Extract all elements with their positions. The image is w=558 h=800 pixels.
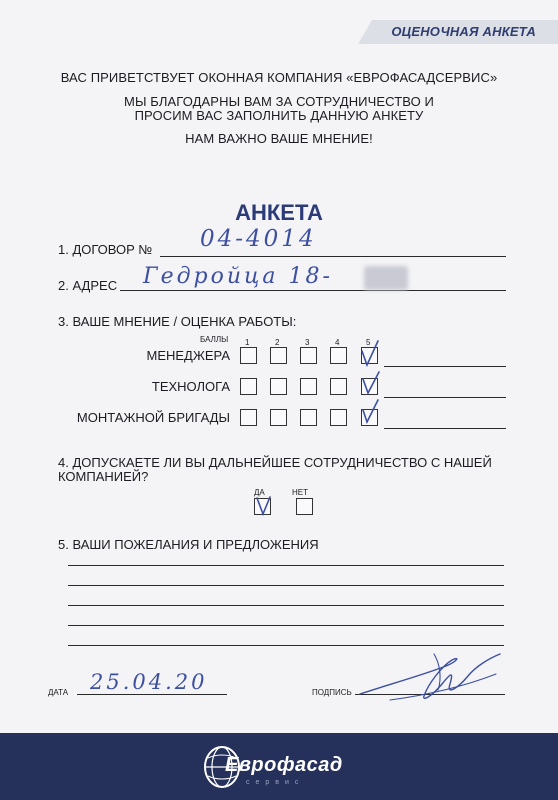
rating-manager-4[interactable] xyxy=(330,347,347,364)
rating-technologist-4[interactable] xyxy=(330,378,347,395)
scale-3: 3 xyxy=(305,338,310,347)
rating-label: 3. ВАШЕ МНЕНИЕ / ОЦЕНКА РАБОТЫ: xyxy=(58,314,297,329)
cooperation-label-line-2: КОМПАНИЕЙ? xyxy=(58,469,149,484)
contract-value[interactable]: 04-4014 xyxy=(200,226,317,252)
cooperation-no-checkbox[interactable] xyxy=(296,498,313,515)
wishes-line-4[interactable] xyxy=(68,625,504,626)
rating-crew-3[interactable] xyxy=(300,409,317,426)
intro-line-3: ПРОСИМ ВАС ЗАПОЛНИТЬ ДАННУЮ АНКЕТУ xyxy=(134,108,424,123)
signature-scribble xyxy=(350,644,510,710)
scale-1: 1 xyxy=(245,338,250,347)
company-logo-text: Еврофасад xyxy=(225,754,343,776)
wishes-line-2[interactable] xyxy=(68,585,504,586)
rating-crew-4[interactable] xyxy=(330,409,347,426)
rating-technologist-1[interactable] xyxy=(240,378,257,395)
scale-label: БАЛЛЫ xyxy=(200,335,229,344)
intro-line-2: МЫ БЛАГОДАРНЫ ВАМ ЗА СОТРУДНИЧЕСТВО И xyxy=(124,94,434,109)
rating-manager-1[interactable] xyxy=(240,347,257,364)
scale-4: 4 xyxy=(335,338,340,347)
intro-line-1: ВАС ПРИВЕТСТВУЕТ ОКОННАЯ КОМПАНИЯ «ЕВРОФАСАДСЕРВИС» xyxy=(60,70,498,85)
form-title: АНКЕТА xyxy=(235,200,323,225)
wishes-line-3[interactable] xyxy=(68,605,504,606)
check-mark-crew xyxy=(363,400,378,422)
cooperation-label-line-1: 4. ДОПУСКАЕТЕ ЛИ ВЫ ДАЛЬНЕЙШЕЕ СОТРУДНИЧЕСТВО С НАШЕЙ xyxy=(58,455,492,470)
check-mark-technologist xyxy=(363,372,379,393)
cooperation-yes-label: ДА xyxy=(254,488,265,497)
rating-manager-comment-line xyxy=(384,366,506,367)
contract-label: 1. ДОГОВОР № xyxy=(58,242,153,257)
rating-check-marks xyxy=(356,338,396,432)
signature-label: ПОДПИСЬ xyxy=(312,688,352,697)
wishes-line-1[interactable] xyxy=(68,565,504,566)
address-label: 2. АДРЕС xyxy=(58,278,118,293)
date-value[interactable]: 25.04.20 xyxy=(90,670,208,694)
wishes-label: 5. ВАШИ ПОЖЕЛАНИЯ И ПРЕДЛОЖЕНИЯ xyxy=(58,537,319,552)
date-label: ДАТА xyxy=(48,688,69,697)
rating-manager-2[interactable] xyxy=(270,347,287,364)
contract-underline xyxy=(160,256,506,257)
cooperation-yes-check-mark xyxy=(252,494,276,518)
redacted-apartment xyxy=(364,266,408,290)
header-tab-title: ОЦЕНОЧНАЯ АНКЕТА xyxy=(391,24,536,39)
address-value[interactable]: Гедройца 18- xyxy=(143,264,333,289)
rating-technologist-2[interactable] xyxy=(270,378,287,395)
rating-row-manager-label: МЕНЕДЖЕРА xyxy=(146,348,230,363)
cooperation-no-label: НЕТ xyxy=(292,488,308,497)
date-underline xyxy=(77,694,227,695)
rating-manager-3[interactable] xyxy=(300,347,317,364)
rating-technologist-comment-line xyxy=(384,397,506,398)
company-logo-subtext: сервис xyxy=(246,779,305,786)
scale-2: 2 xyxy=(275,338,280,347)
check-mark-manager xyxy=(362,341,378,365)
rating-crew-1[interactable] xyxy=(240,409,257,426)
scale-5: 5 xyxy=(366,338,371,347)
rating-crew-comment-line xyxy=(384,428,506,429)
rating-crew-2[interactable] xyxy=(270,409,287,426)
rating-technologist-3[interactable] xyxy=(300,378,317,395)
intro-line-4: НАМ ВАЖНО ВАШЕ МНЕНИЕ! xyxy=(185,131,373,146)
rating-row-crew-label: МОНТАЖНОЙ БРИГАДЫ xyxy=(76,410,230,425)
address-underline xyxy=(120,290,506,291)
rating-row-technologist-label: ТЕХНОЛОГА xyxy=(151,379,230,394)
